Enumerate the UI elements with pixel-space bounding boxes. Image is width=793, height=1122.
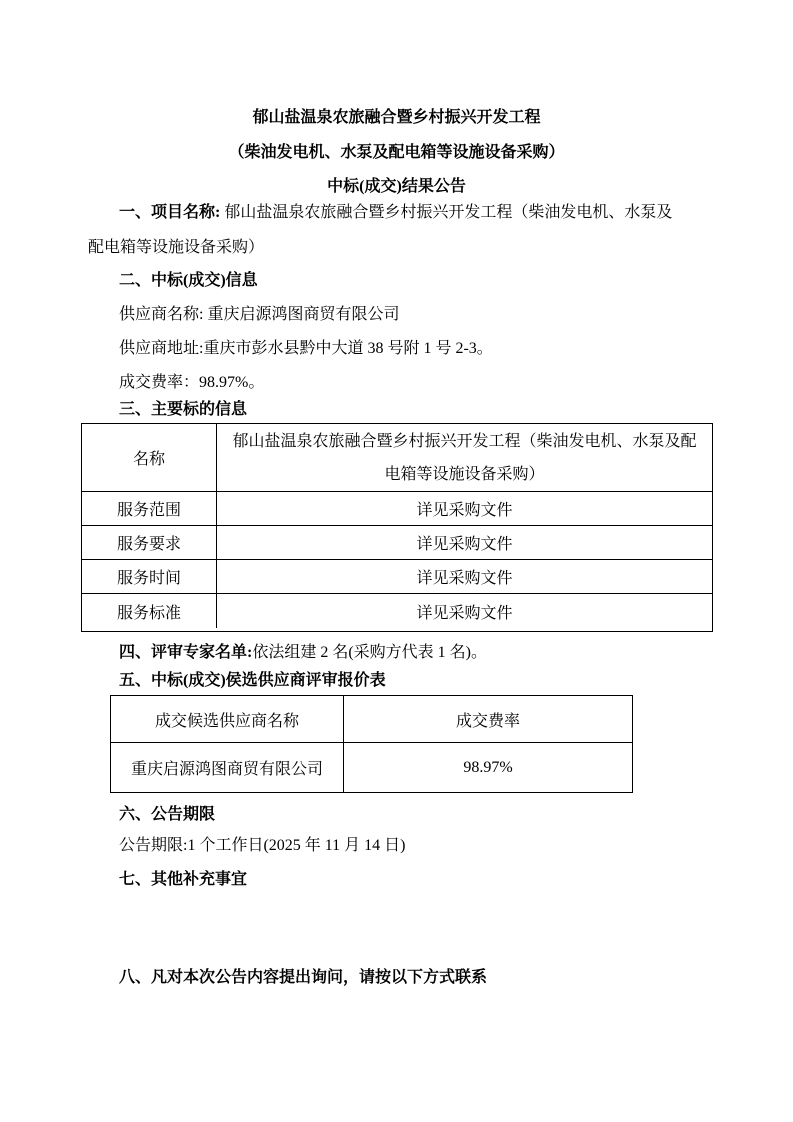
quote-table-cell-supplier: 重庆启源鸿图商贸有限公司 bbox=[111, 743, 344, 792]
subject-table-row-label: 服务要求 bbox=[82, 526, 217, 560]
section-subject-info-heading: 三、主要标的信息 bbox=[119, 401, 248, 418]
section-project-name-wrap: 配电箱等设施设备采购） bbox=[88, 239, 265, 256]
subject-table-row-value: 详见采购文件 bbox=[217, 492, 712, 526]
section-project-name-label: 一、项目名称: bbox=[119, 204, 225, 221]
subject-table-row-label: 服务时间 bbox=[82, 560, 217, 594]
subject-table-row-value bbox=[217, 424, 712, 492]
section-project-name bbox=[119, 197, 759, 229]
document-title-line-2: （柴油发电机、水泵及配电箱等设施设备采购） bbox=[228, 144, 565, 161]
document-title-line-3: 中标(成交)结果公告 bbox=[327, 178, 466, 195]
section-award-info-heading: 二、中标(成交)信息 bbox=[119, 272, 258, 289]
supplier-name-line: 供应商名称: 重庆启源鸿图商贸有限公司 bbox=[119, 306, 400, 323]
subject-info-table bbox=[81, 423, 713, 632]
subject-table-row-value: 详见采购文件 bbox=[217, 526, 712, 560]
section-period-heading: 六、公告期限 bbox=[119, 806, 216, 823]
quote-table-header-rate: 成交费率 bbox=[344, 696, 632, 743]
deal-rate-line: 成交费率：98.97%。 bbox=[119, 374, 265, 391]
subject-table-name-value: 郁山盐温泉农旅融合暨乡村振兴开发工程（柴油发电机、水泵及配电箱等设施设备采购） bbox=[232, 432, 697, 483]
document-title-line-1: 郁山盐温泉农旅融合暨乡村振兴开发工程 bbox=[252, 109, 541, 126]
section-quote-heading: 五、中标(成交)侯选供应商评审报价表 bbox=[119, 672, 386, 689]
quote-table bbox=[110, 695, 633, 793]
section-contact-heading: 八、凡对本次公告内容提出询问，请按以下方式联系 bbox=[119, 969, 488, 986]
section-experts-label: 四、评审专家名单: bbox=[119, 644, 253, 661]
section-other-heading: 七、其他补充事宜 bbox=[119, 871, 248, 888]
subject-table-row-value: 详见采购文件 bbox=[217, 560, 712, 594]
supplier-address-line: 供应商地址:重庆市彭水县黔中大道 38 号附 1 号 2-3。 bbox=[119, 340, 493, 357]
section-project-name-value: 郁山盐温泉农旅融合暨乡村振兴开发工程（柴油发电机、水泵及 bbox=[224, 204, 673, 221]
section-experts-value: 依法组建 2 名(采购方代表 1 名)。 bbox=[252, 644, 488, 661]
subject-table-row-label: 名称 bbox=[82, 424, 217, 492]
quote-table-cell-rate: 98.97% bbox=[463, 758, 513, 776]
subject-table-row-label: 服务范围 bbox=[82, 492, 217, 526]
quote-table-header-supplier: 成交候选供应商名称 bbox=[111, 696, 344, 743]
subject-table-row-value: 详见采购文件 bbox=[416, 604, 513, 622]
subject-table-row-label: 服务标准 bbox=[82, 594, 217, 628]
section-period-detail: 公告期限:1 个工作日(2025 年 11 月 14 日) bbox=[119, 837, 406, 854]
